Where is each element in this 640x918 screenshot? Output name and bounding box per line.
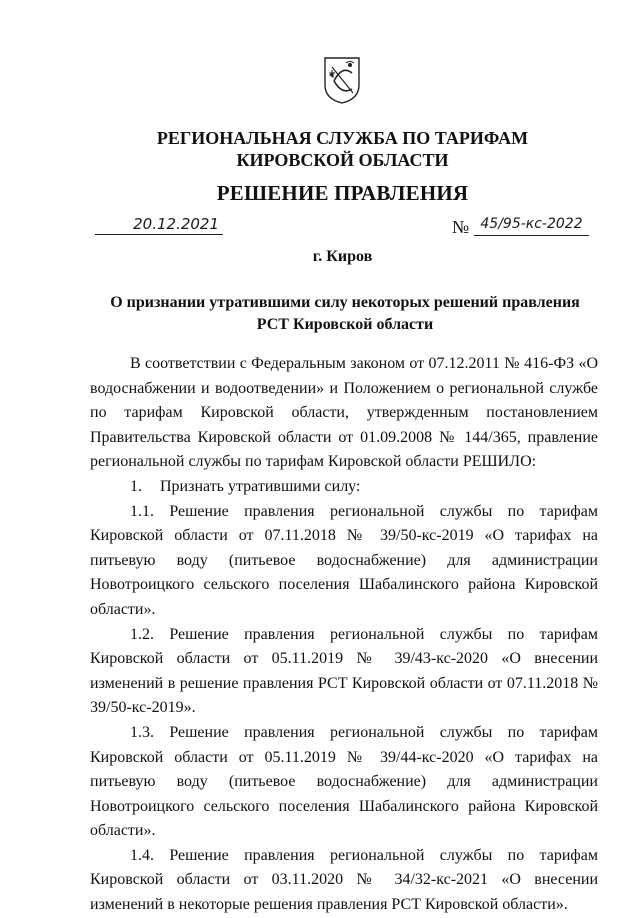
- list-item: 1.4. Решение правления региональной службы по тарифам Кировской области от 03.11.2020 № 34/32-кс-2021 «О внесении изменений в некоторые решения правления РСТ Кировской области».: [90, 846, 598, 914]
- item-text: Признать утратившими силу:: [160, 477, 361, 495]
- document-date: 20.12.2021: [95, 213, 223, 235]
- org-name-line1: РЕГИОНАЛЬНАЯ СЛУЖБА ПО ТАРИФАМ: [156, 128, 529, 148]
- item-number: 1.: [130, 477, 142, 495]
- list-item: [90, 475, 598, 500]
- org-name-line2: КИРОВСКОЙ ОБЛАСТИ: [236, 150, 449, 170]
- list-item: 1.1. Решение правления региональной службы по тарифам Кировской области от 07.11.2018 № 39/50-кс-2019 «О тарифах на питьевую воду (питьевое водоснабжение) для администрации Новотроицкого сельского поселения Шабалинского района Кировской области».: [90, 502, 598, 618]
- city: г. Киров: [312, 248, 373, 265]
- intro-paragraph: В соответствии с Федеральным законом от 07.12.2011 № 416-ФЗ «О водоснабжении и водоотведении» и Положением о региональной службе по тарифам Кировской области, утвержденным постановлением Правительства Кировской области от 01.09.2008 № 144/365, правление региональной службы по тарифам Кировской области РЕШИЛО:: [90, 355, 598, 471]
- coat-of-arms-icon: [322, 55, 362, 105]
- document-body: [90, 352, 598, 918]
- subject-line1: О признании утратившими силу некоторых решений правления: [110, 294, 580, 311]
- list-item: 1.2. Решение правления региональной службы по тарифам Кировской области от 05.11.2019 № 39/43-кс-2020 «О внесении изменений в решение правления РСТ Кировской области от 07.11.2018 № 39/50-кс-2019».: [90, 625, 598, 717]
- document-number: 45/95-кс-2022: [474, 213, 589, 236]
- list-item: 1.3. Решение правления региональной службы по тарифам Кировской области от 05.11.2019 № 39/44-кс-2020 «О тарифах на питьевую воду (питьевое водоснабжение) для администрации Новотроицкого сельского поселения Шабалинского района Кировской области».: [90, 723, 598, 840]
- document-subject: [100, 292, 590, 336]
- subject-line2: РСТ Кировской области: [256, 316, 434, 333]
- number-label: №: [452, 217, 470, 237]
- document-title: РЕШЕНИЕ ПРАВЛЕНИЯ: [216, 181, 469, 205]
